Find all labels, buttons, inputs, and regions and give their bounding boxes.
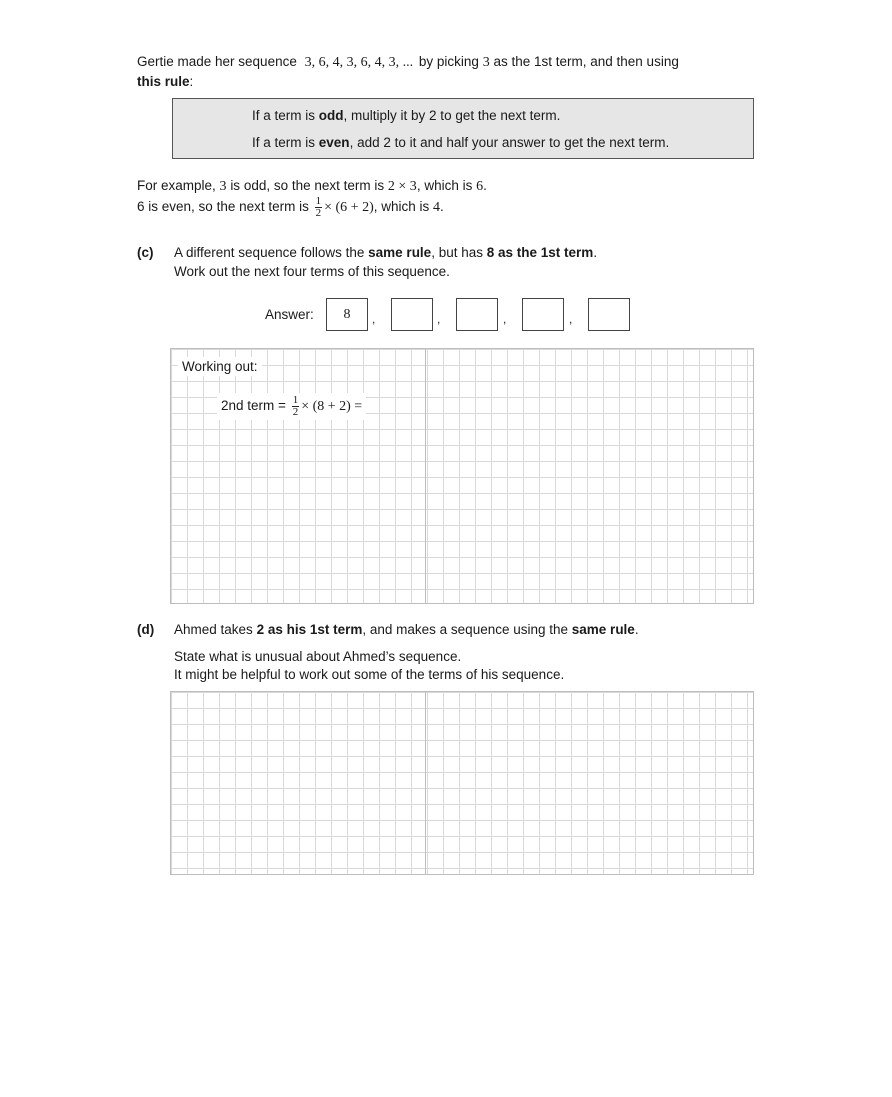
part-c-end: .: [593, 245, 598, 260]
part-c-bold1: same rule: [368, 245, 432, 260]
example2-expr: × (6 + 2): [324, 200, 374, 216]
rule-label: this rule: [137, 74, 190, 89]
part-c-label: [137, 245, 154, 260]
answer-comma-3: ,: [503, 312, 507, 326]
rule-even-post: , add 2 to it and half your answer to get the next term.: [349, 135, 670, 150]
part-c-label-text: (c): [137, 245, 154, 260]
example-result: 6: [476, 179, 484, 194]
part-d-line-3: It might be helpful to work out some of the terms of his sequence.: [174, 667, 565, 682]
working-post: × (8 + 2) =: [301, 399, 363, 415]
part-d-label: [137, 622, 154, 637]
answer-box-4[interactable]: [522, 298, 564, 331]
example2-end: .: [440, 199, 444, 215]
example-line-1: [137, 178, 487, 195]
example-pre: For example,: [137, 178, 216, 193]
example2-post: , which is: [373, 199, 430, 215]
part-c-pre: A different sequence follows the: [174, 245, 365, 260]
part-d-line-2: State what is unusual about Ahmed’s sequence.: [174, 649, 462, 664]
intro-text: Gertie made her sequence: [137, 54, 297, 69]
part-c-mid: , but has: [431, 245, 483, 260]
part-d-pre: Ahmed takes: [174, 622, 253, 637]
answer-label: Answer:: [265, 307, 314, 322]
part-c-line-2: Work out the next four terms of this sequence.: [174, 264, 450, 279]
rule-colon: :: [189, 74, 194, 89]
part-c-line-1: [174, 245, 597, 260]
rule-odd-post: , multiply it by 2 to get the next term.: [343, 108, 561, 123]
working-label: Working out:: [178, 357, 262, 376]
part-d-bold2: same rule: [571, 622, 635, 637]
example-end: .: [483, 178, 487, 193]
fraction-num: 1: [315, 195, 322, 207]
working-frac-num: 1: [292, 394, 299, 406]
example2-fraction: [315, 196, 323, 219]
answer-comma-1: ,: [372, 312, 376, 326]
rule-even-bold: even: [318, 135, 350, 150]
rule-box: [172, 98, 754, 159]
part-d-line-1: [174, 622, 639, 637]
rule-even-pre: If a term is: [252, 135, 316, 150]
answer-grid-d[interactable]: [170, 691, 754, 875]
part-d-end: .: [634, 622, 639, 637]
example-mid: is odd, so the next term is: [230, 178, 385, 193]
intro-text-mid: by picking: [418, 54, 479, 69]
working-fraction: [292, 395, 300, 418]
answer-box-3[interactable]: [456, 298, 498, 331]
answer-box-2[interactable]: [391, 298, 433, 331]
example-num-3: 3: [219, 179, 227, 194]
answer-comma-4: ,: [569, 312, 573, 326]
rule-odd-bold: odd: [318, 108, 344, 123]
working-grid[interactable]: [170, 348, 754, 604]
answer-box-1: 8: [326, 298, 368, 331]
working-line: [217, 393, 366, 420]
rule-odd-pre: If a term is: [252, 108, 316, 123]
part-d-mid: , and makes a sequence using the: [362, 622, 569, 637]
intro-line-2: [137, 74, 193, 89]
example-line-2: [137, 196, 444, 219]
working-frac-den: 2: [292, 406, 299, 418]
intro-sequence: 3, 6, 4, 3, 6, 4, 3, ...: [304, 55, 414, 70]
part-d-bold1: 2 as his 1st term: [256, 622, 363, 637]
part-c-bold2: 8 as the 1st term: [486, 245, 594, 260]
example2-num-6: 6: [137, 199, 145, 215]
answer-comma-2: ,: [437, 312, 441, 326]
grid-center-line: [425, 349, 426, 603]
answer-box-5[interactable]: [588, 298, 630, 331]
intro-line-1: [137, 54, 679, 71]
grid-d-center-line: [425, 692, 426, 874]
example-expr: 2 × 3: [387, 179, 417, 194]
example-post: , which is: [416, 178, 473, 193]
working-pre: 2nd term =: [221, 398, 286, 414]
rule-even: [252, 135, 669, 150]
fraction-den: 2: [315, 207, 322, 219]
rule-odd: [252, 108, 560, 123]
part-d-label-text: (d): [137, 622, 155, 637]
intro-text-post: as the 1st term, and then using: [493, 54, 679, 69]
intro-first-term: 3: [482, 55, 490, 70]
example2-result: 4: [433, 200, 441, 216]
example2-mid: is even, so the next term is: [148, 199, 309, 215]
